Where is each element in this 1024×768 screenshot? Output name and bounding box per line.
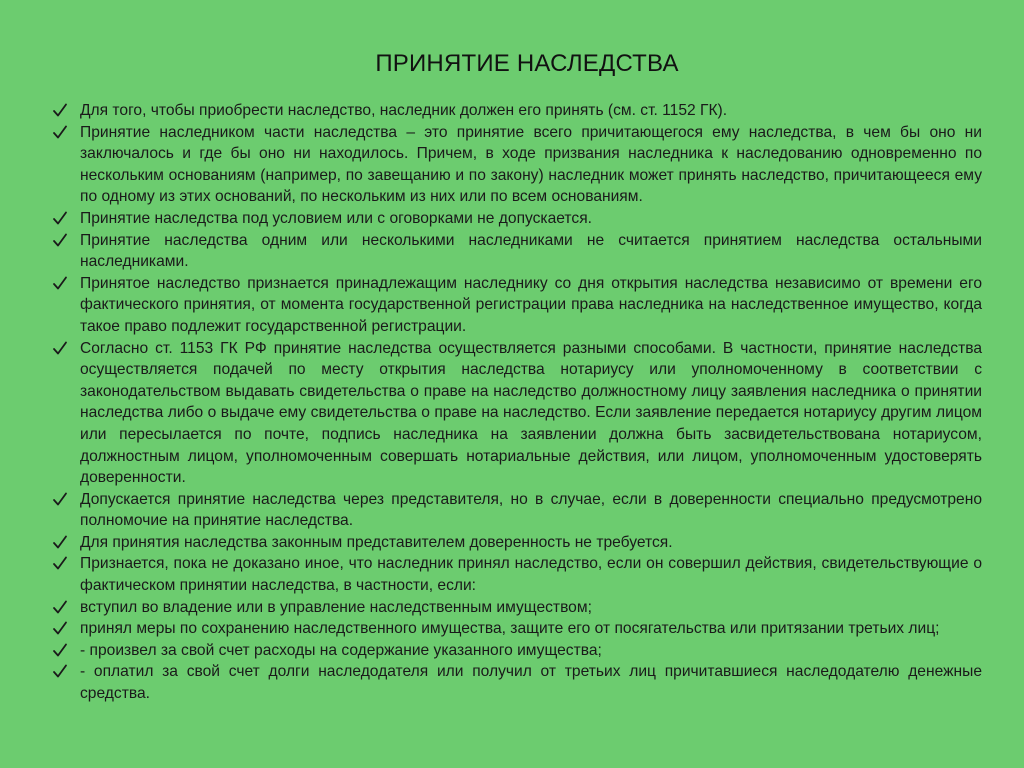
- list-item-text: Принятое наследство признается принадлежащим наследнику со дня открытия наследства независимо от времени его фактического принятия, от момента государственной регистрации права наследника на наследственное имущество, когда такое право подлежит государственной регистрации.: [80, 274, 982, 335]
- checkmark-icon: [52, 489, 68, 510]
- checkmark-icon: [52, 661, 68, 682]
- list-item-text: Принятие наследства одним или несколькими наследниками не считается принятием наследства остальными наследниками.: [80, 231, 982, 271]
- list-item: [52, 553, 982, 596]
- checkmark-icon: [52, 100, 68, 121]
- list-item-text: Для того, чтобы приобрести наследство, наследник должен его принять (см. ст. 1152 ГК).: [80, 102, 728, 119]
- list-item: [52, 597, 982, 619]
- list-item: [52, 640, 982, 662]
- checkmark-icon: [52, 597, 68, 618]
- list-item: [52, 100, 982, 122]
- list-item-text: Для принятия наследства законным представителем доверенность не требуется.: [80, 533, 673, 551]
- checkmark-icon: [52, 273, 68, 294]
- list-item-text: Принятие наследства под условием или с оговорками не допускается.: [80, 209, 592, 227]
- checkmark-icon: [52, 640, 68, 661]
- checkmark-icon: [52, 230, 68, 251]
- list-item: [52, 273, 982, 338]
- checkmark-icon: [52, 553, 68, 574]
- checkmark-icon: [52, 532, 68, 553]
- list-item: [52, 618, 982, 640]
- list-item-text: Согласно ст. 1153 ГК РФ принятие наследства осуществляется разными способами. В частности, принятие наследства осуществляется подачей по месту открытия наследства нотариусу или уполномоченному в соответствии с законодательством выдавать свидетельства о праве на наследство должностному лицу заявления наследника о принятии наследства либо о выдаче ему свидетельства о праве на наследство. Если заявление передается нотариусу другим лицом или пересылается по почте, подпись наследника на заявлении должна быть засвидетельствована нотариусом, должностным лицом, уполномоченным совершать нотариальные действия, или лицом, уполномоченным удостоверять доверенности.: [80, 339, 982, 487]
- list-item-text: - оплатил за свой счет долги наследодателя или получил от третьих лиц причитавшиеся наследодателю денежные средства.: [80, 663, 982, 703]
- list-item-text: Признается, пока не доказано иное, что наследник принял наследство, если он совершил действия, свидетельствующие о фактическом принятии наследства, в частности, если:: [80, 555, 982, 595]
- list-item-text: принял меры по сохранению наследственного имущества, защите его от посягательства или притязании третьих лиц;: [80, 620, 940, 638]
- list-item: [52, 489, 982, 532]
- list-item-text: Допускается принятие наследства через представителя, но в случае, если в доверенности специально предусмотрено полномочие на принятие наследства.: [80, 490, 982, 530]
- checkmark-icon: [52, 208, 68, 229]
- checkmark-icon: [52, 122, 68, 143]
- list-item: [52, 338, 982, 489]
- list-item: [52, 122, 982, 208]
- list-item: [52, 532, 982, 554]
- list-item-text: вступил во владение или в управление наследственным имуществом;: [80, 598, 592, 616]
- checkmark-icon: [52, 338, 68, 359]
- checkmark-icon: [52, 618, 68, 639]
- list-item: [52, 230, 982, 273]
- list-item: [52, 661, 982, 704]
- list-item: [52, 208, 982, 230]
- slide-title: ПРИНЯТИЕ НАСЛЕДСТВА: [375, 50, 679, 77]
- bullet-list: [52, 100, 982, 705]
- list-item-text: Принятие наследником части наследства – это принятие всего причитающегося ему наследства, в чем бы оно ни заключалось и где бы оно ни находилось. Причем, в ходе призвания наследника к наследованию одновременно по нескольким основаниям (например, по завещанию и по закону) наследник может принять наследство, причитающееся ему по одному из этих оснований, по нескольким из них или по всем основаниям.: [80, 123, 982, 206]
- list-item-text: - произвел за свой счет расходы на содержание указанного имущества;: [80, 641, 602, 659]
